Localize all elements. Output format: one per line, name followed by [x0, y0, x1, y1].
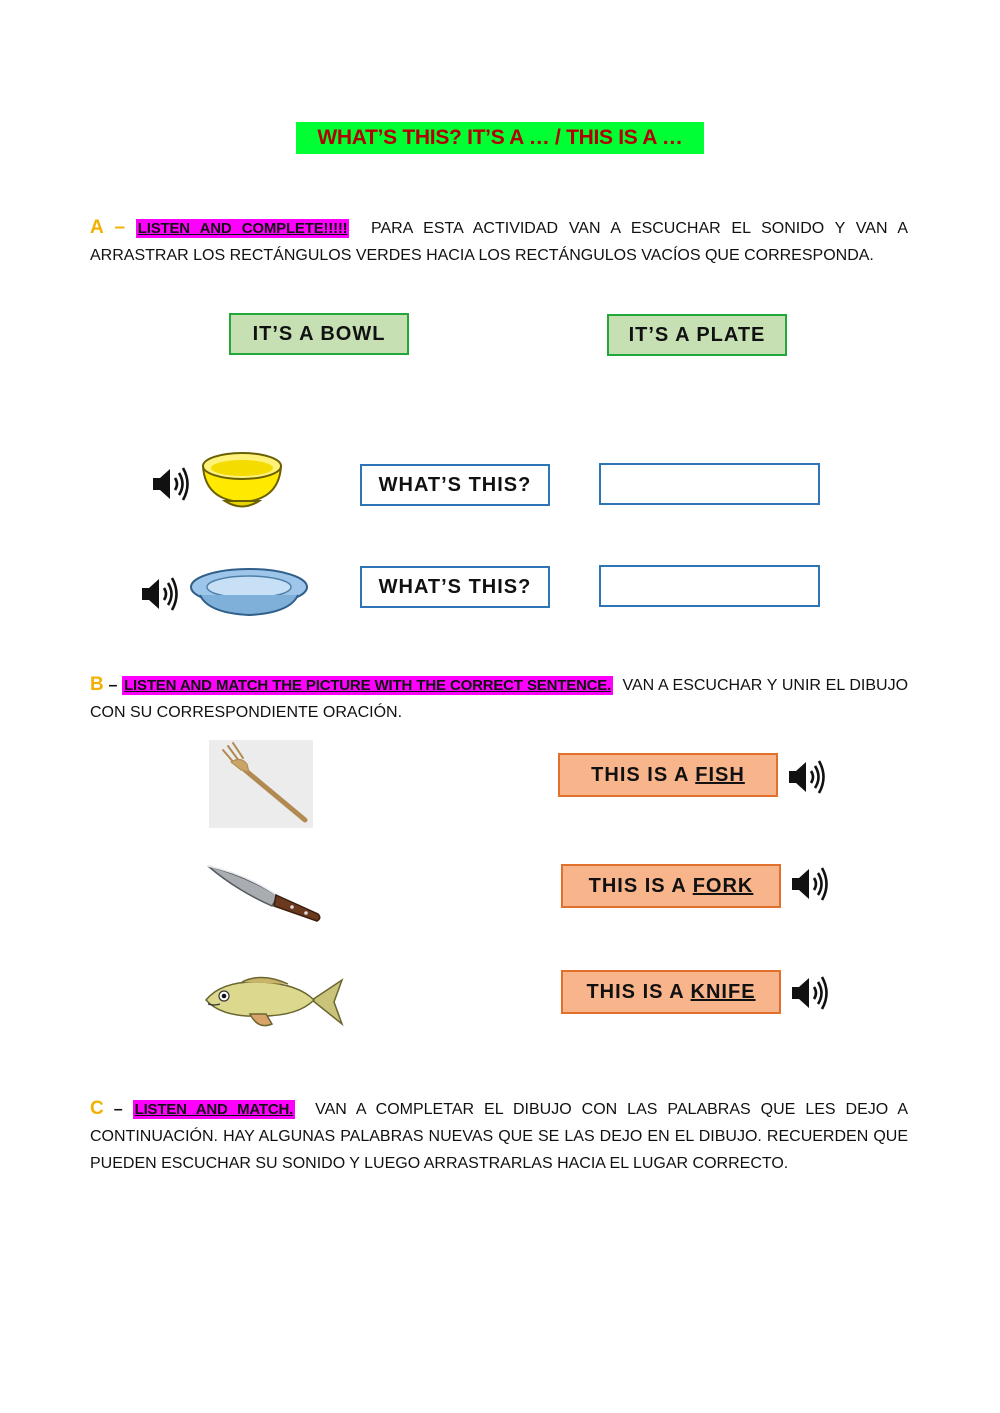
- page-title: WHAT’S THIS? IT’S A … / THIS IS A …: [296, 122, 704, 154]
- section-b-dash: –: [108, 677, 118, 694]
- speaker-icon[interactable]: [786, 757, 828, 797]
- section-c-highlight: LISTEN AND MATCH.: [134, 1101, 294, 1118]
- speaker-icon[interactable]: [789, 973, 831, 1013]
- section-a-letter: A: [90, 217, 104, 238]
- sentence-word: FISH: [695, 764, 745, 786]
- question-box-2: WHAT’S THIS?: [360, 566, 550, 608]
- sentence-prefix: THIS IS A: [591, 764, 689, 786]
- sentence-box-fish[interactable]: [558, 753, 778, 797]
- sentence-prefix: THIS IS A: [586, 981, 684, 1003]
- option-plate[interactable]: IT’S A PLATE: [607, 314, 787, 356]
- speaker-icon[interactable]: [139, 574, 181, 614]
- fish-icon[interactable]: [202, 972, 344, 1034]
- section-c-dash: –: [113, 1101, 123, 1118]
- section-a-instructions: [90, 214, 908, 269]
- fork-icon[interactable]: [209, 740, 313, 828]
- answer-drop-box-1[interactable]: [599, 463, 820, 505]
- section-b-instructions: [90, 671, 908, 726]
- sentence-box-knife[interactable]: [561, 970, 781, 1014]
- question-box-1: WHAT’S THIS?: [360, 464, 550, 506]
- section-c-letter: C: [90, 1098, 104, 1119]
- sentence-box-fork[interactable]: [561, 864, 781, 908]
- section-c-instructions: [90, 1095, 908, 1177]
- section-b-highlight: LISTEN AND MATCH THE PICTURE WITH THE CORRECT SENTENCE.: [124, 677, 612, 694]
- section-c-text: VAN A COMPLETAR EL DIBUJO CON LAS PALABRAS QUE LES DEJO A CONTINUACIÓN. HAY ALGUNAS PALABRAS NUEVAS QUE SE LAS DEJO EN EL DIBUJO. RECUERDEN QUE PUEDEN ESCUCHAR SU SONIDO Y LUEGO ARRASTRARLAS HACIA EL LUGAR CORRECTO.: [90, 1101, 908, 1172]
- section-b-text: VAN A ESCUCHAR Y UNIR EL DIBUJO CON SU CORRESPONDIENTE ORACIÓN.: [90, 677, 909, 721]
- section-b-letter: B: [90, 674, 104, 695]
- sentence-prefix: THIS IS A: [588, 875, 687, 897]
- option-bowl[interactable]: IT’S A BOWL: [229, 313, 409, 355]
- answer-drop-box-2[interactable]: [599, 565, 820, 607]
- plate-icon: [188, 563, 310, 619]
- speaker-icon[interactable]: [150, 464, 192, 504]
- speaker-icon[interactable]: [789, 864, 831, 904]
- sentence-word: KNIFE: [690, 981, 756, 1003]
- sentence-word: FORK: [692, 875, 754, 897]
- bowl-icon: [199, 448, 285, 512]
- knife-icon[interactable]: [206, 862, 324, 926]
- section-a-highlight: LISTEN AND COMPLETE!!!!!: [137, 220, 348, 237]
- section-a-text: PARA ESTA ACTIVIDAD VAN A ESCUCHAR EL SONIDO Y VAN A ARRASTRAR LOS RECTÁNGULOS VERDES HACIA LOS RECTÁNGULOS VACÍOS QUE CORRESPONDA.: [90, 220, 909, 264]
- section-a-dash: –: [114, 217, 126, 238]
